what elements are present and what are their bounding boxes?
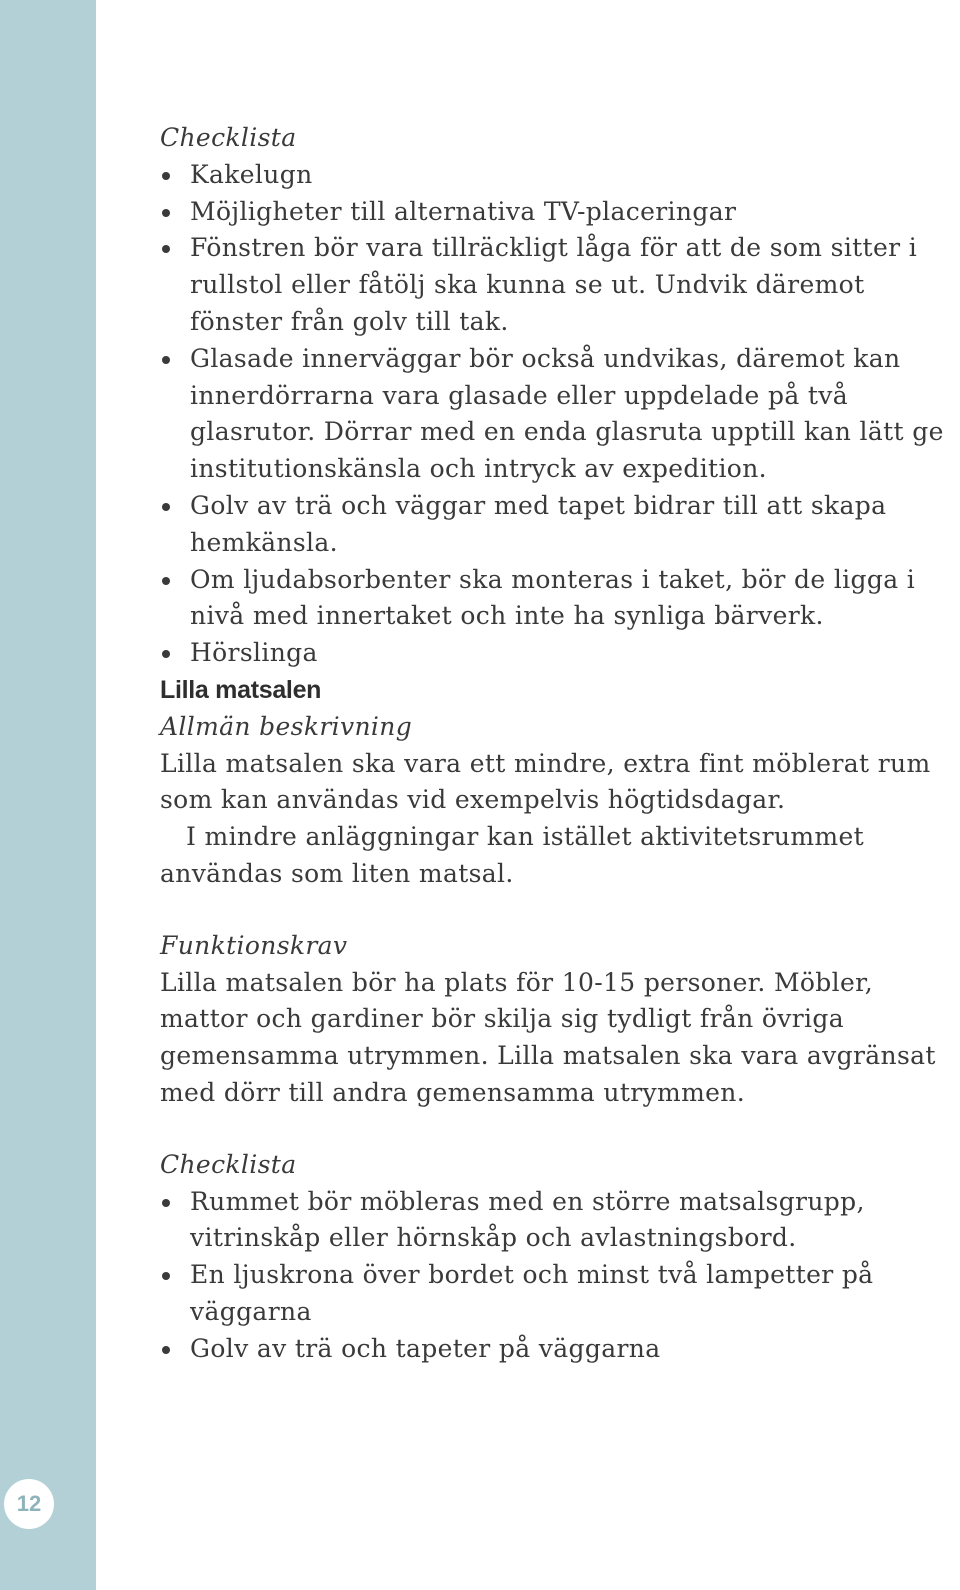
checklist-subhead-2: Checklista bbox=[160, 1149, 297, 1179]
checklist-subhead: Checklista bbox=[160, 123, 297, 152]
page-number: 12 bbox=[4, 1479, 54, 1529]
list-item: Rummet bör möbleras med en större matsalsgrupp, vitrinskåp eller hörnskåp och avlastningsbord. bbox=[160, 1184, 952, 1258]
requirements-subhead: Funktionskrav bbox=[160, 930, 348, 960]
description-paragraph-2: I mindre anläggningar kan istället aktivitetsrummet användas som liten matsal. bbox=[160, 822, 864, 888]
list-item: Kakelugn bbox=[160, 157, 952, 194]
list-item: Golv av trä och tapeter på väggarna bbox=[160, 1331, 952, 1368]
list-item: Glasade innerväggar bör också undvikas, däremot kan innerdörrarna vara glasade eller uppdelade på två glasrutor. Dörrar med en enda glasruta upptill kan lätt ge institutionskänsla och intryck av expedition. bbox=[160, 341, 952, 488]
checklist-1 bbox=[160, 157, 952, 672]
checklist-2 bbox=[160, 1184, 952, 1368]
list-item: Om ljudabsorbenter ska monteras i taket, bör de ligga i nivå med innertaket och inte ha synliga bärverk. bbox=[160, 562, 952, 636]
list-item: Fönstren bör vara tillräckligt låga för att de som sitter i rullstol eller fåtölj ska kunna se ut. Undvik däremot fönster från golv till tak. bbox=[160, 230, 952, 340]
list-item: Golv av trä och väggar med tapet bidrar till att skapa hemkänsla. bbox=[160, 488, 952, 562]
requirements-paragraph: Lilla matsalen bör ha plats för 10-15 personer. Möbler, mattor och gardiner bör skilja sig tydligt från övriga gemensamma utrymmen. Lilla matsalen ska vara avgränsat med dörr till andra gemensamma utrymmen. bbox=[160, 967, 936, 1107]
list-item: Hörslinga bbox=[160, 635, 952, 672]
description-paragraph: Lilla matsalen ska vara ett mindre, extra fint möblerat rum som kan användas vid exempelvis högtidsdagar. bbox=[160, 748, 931, 815]
list-item: Möjligheter till alternativa TV-placeringar bbox=[160, 194, 952, 231]
list-item: En ljuskrona över bordet och minst två lampetter på väggarna bbox=[160, 1257, 952, 1331]
page-sidebar bbox=[0, 0, 96, 1590]
section-heading: Lilla matsalen bbox=[160, 675, 322, 704]
description-subhead: Allmän beskrivning bbox=[160, 711, 413, 741]
page-content bbox=[160, 120, 952, 1368]
